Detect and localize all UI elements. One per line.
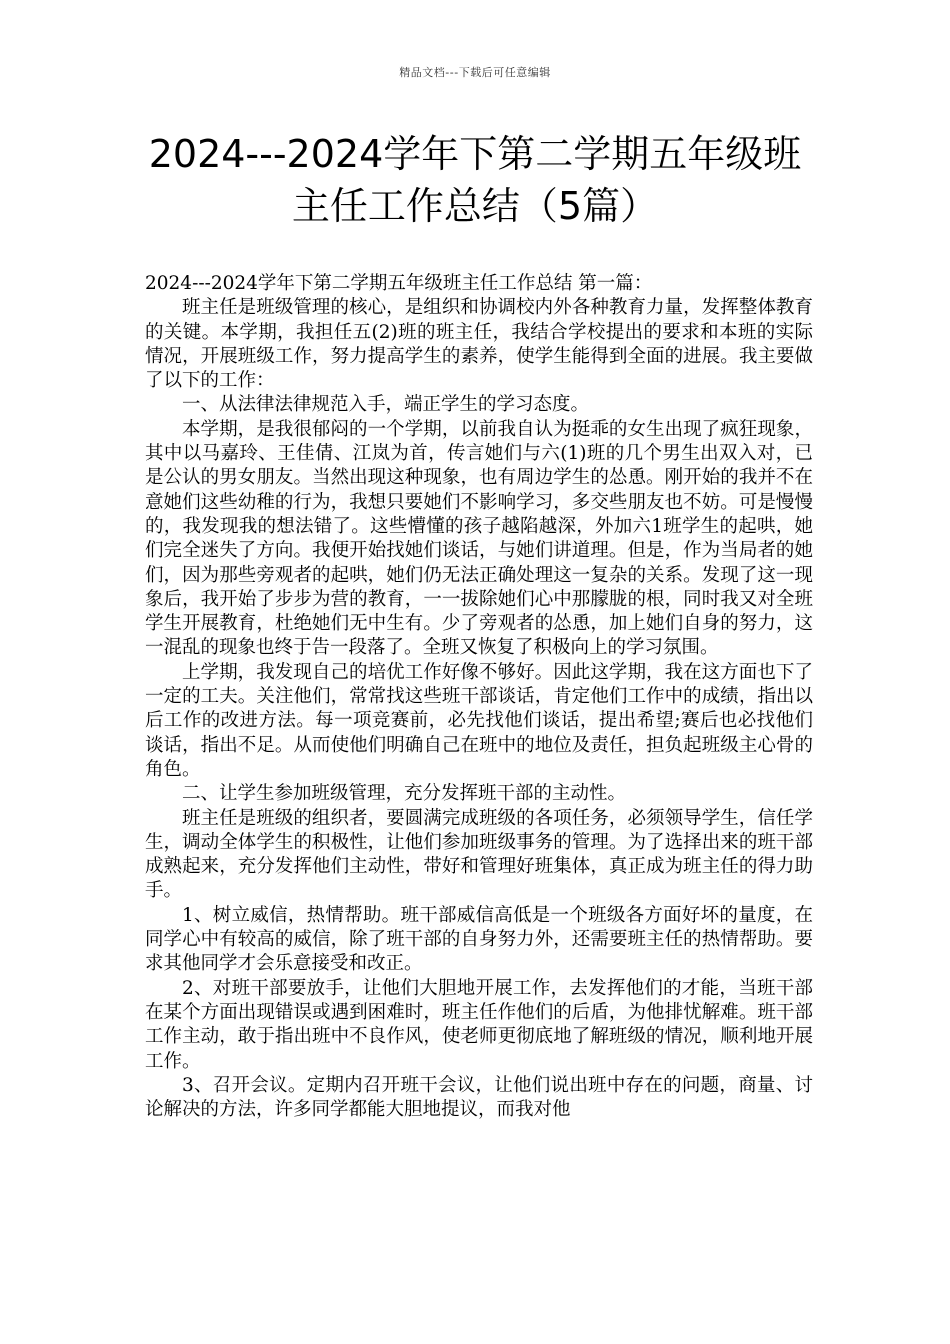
list-item: 2、对班干部要放手，让他们大胆地开展工作，去发挥他们的才能，当班干部在某个方面出现错误或遇到困难时，班主任作他们的后盾，为他排忧解难。班干部工作主动，敢于指出班中不良作风，使老师更彻底地了解班级的情况，顺利地开展工作。: [145, 977, 813, 1072]
paragraph: 班主任是班级的组织者，要圆满完成班级的各项任务，必须领导学生，信任学生，调动全体学生的积极性，让他们参加班级事务的管理。为了选择出来的班干部成熟起来，充分发挥他们主动性，带好和管理好班集体，真正成为班主任的得力助手。: [145, 807, 813, 902]
section-lead: 2024---2024学年下第二学期五年级班主任工作总结 第一篇：: [145, 273, 653, 294]
title-line-1: 2024---2024学年下第二学期五年级班: [148, 132, 802, 176]
paragraph: 班主任是班级管理的核心，是组织和协调校内外各种教育力量，发挥整体教育的关键。本学期，我担任五(2)班的班主任，我结合学校提出的要求和本班的实际情况，开展班级工作，努力提高学生的素养，使学生能得到全面的进展。我主要做了以下的工作：: [145, 297, 813, 392]
list-item: 1、树立威信，热情帮助。班干部威信高低是一个班级各方面好坏的量度，在同学心中有较高的威信，除了班干部的自身努力外，还需要班主任的热情帮助。要求其他同学才会乐意接受和改正。: [145, 904, 813, 975]
paragraph: 上学期，我发现自己的培优工作好像不够好。因此这学期，我在这方面也下了一定的工夫。关注他们，常常找这些班干部谈话，肯定他们工作中的成绩，指出以后工作的改进方法。每一项竞赛前，必先找他们谈话，提出希望;赛后也必找他们谈话，指出不足。从而使他们明确自己在班中的地位及责任，担负起班级主心骨的角色。: [145, 661, 813, 780]
section-heading: 一、从法律法律规范入手，端正学生的学习态度。: [182, 394, 590, 416]
section-heading: 二、让学生参加班级管理，充分发挥班干部的主动性。: [182, 783, 627, 805]
list-item: 3、召开会议。定期内召开班干会议，让他们说出班中存在的问题，商量、讨论解决的方法，许多同学都能大胆地提议，而我对他: [145, 1074, 813, 1121]
document-title: [120, 128, 830, 232]
paragraph: 本学期，是我很郁闷的一个学期，以前我自认为挺乖的女生出现了疯狂现象，其中以马嘉玲、王佳倩、江岚为首，传言她们与六(1)班的几个男生出双入对，已是公认的男女朋友。当然出现这种现象，也有周边学生的怂恿。刚开始的我并不在意她们这些幼稚的行为，我想只要她们不影响学习，多交些朋友也不妨。可是慢慢的，我发现我的想法错了。这些懵懂的孩子越陷越深，外加六1班学生的起哄，她们完全迷失了方向。我便开始找她们谈话，与她们讲道理。但是，作为当局者的她们，因为那些旁观者的起哄，她们仍无法正确处理这一复杂的关系。发现了这一现象后，我开始了步步为营的教育，一一拔除她们心中那朦胧的根，同时我又对全班学生开展教育，杜绝她们无中生有。少了旁观者的怂恿，加上她们自身的努力，这一混乱的现象也终于告一段落了。全班又恢复了积极向上的学习氛围。: [145, 418, 813, 659]
page-header-note: 精品文档---下载后可任意编辑: [399, 66, 551, 79]
title-line-2: 主任工作总结（5篇）: [291, 184, 659, 228]
document-body: [145, 272, 813, 1122]
